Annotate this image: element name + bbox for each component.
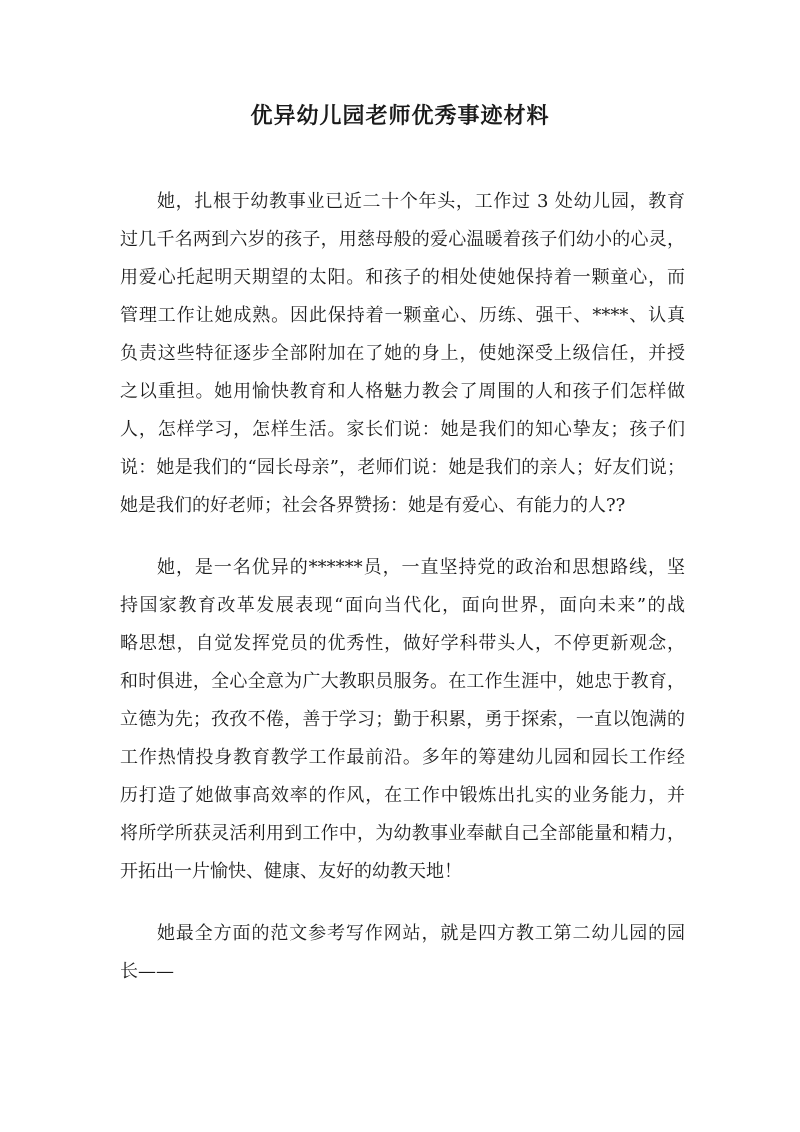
paragraph-1-line-7: 人，怎样学习，怎样生活。家长们说：她是我们的知心挚友；孩子们 xyxy=(120,419,685,440)
paragraph-2-line-5: 立德为先；孜孜不倦，善于学习；勤于积累，勇于探索，一直以饱满的 xyxy=(120,709,685,730)
paragraph-2-line-3: 略思想，自觉发挥党员的优秀性，做好学科带头人，不停更新观念， xyxy=(120,633,685,654)
paragraph-1-line-2: 过几千名两到六岁的孩子，用慈母般的爱心温暖着孩子们幼小的心灵， xyxy=(120,229,685,250)
paragraph-1-line-5: 负责这些特征逐步全部附加在了她的身上，使她深受上级信任，并授 xyxy=(120,343,685,364)
paragraph-2-line-7: 历打造了她做事高效率的作风，在工作中锻炼出扎实的业务能力，并 xyxy=(120,785,685,806)
paragraph-3-line-1: 她最全方面的范文参考写作网站，就是四方教工第二幼儿园的园 xyxy=(157,923,685,944)
paragraph-2-line-6: 工作热情投身教育教学工作最前沿。多年的筹建幼儿园和园长工作经 xyxy=(120,747,685,768)
document-title: 优异幼儿园老师优秀事迹材料 xyxy=(250,103,550,129)
paragraph-1-line-4: 管理工作让她成熟。因此保持着一颗童心、历练、强干、****、认真 xyxy=(120,305,685,326)
paragraph-1-line-3: 用爱心托起明天期望的太阳。和孩子的相处使她保持着一颗童心，而 xyxy=(120,267,685,288)
paragraph-2-line-8: 将所学所获灵活利用到工作中，为幼教事业奉献自己全部能量和精力， xyxy=(120,823,685,844)
paragraph-3-line-2: 长—— xyxy=(120,961,174,982)
paragraph-2-line-4: 和时俱进，全心全意为广大教职员服务。在工作生涯中，她忠于教育， xyxy=(120,671,685,692)
paragraph-1-line-6: 之以重担。她用愉快教育和人格魅力教会了周围的人和孩子们怎样做 xyxy=(120,381,685,402)
paragraph-1-line-9: 她是我们的好老师；社会各界赞扬：她是有爱心、有能力的人?? xyxy=(120,495,626,516)
paragraph-1-line-1: 她，扎根于幼教事业已近二十个年头，工作过 3 处幼儿园，教育 xyxy=(157,191,685,212)
paragraph-2-line-1: 她，是一名优异的******员，一直坚持党的政治和思想路线，坚 xyxy=(157,557,685,578)
paragraph-2-line-2: 持国家教育改革发展表现“面向当代化，面向世界，面向未来”的战 xyxy=(120,595,685,616)
paragraph-2-line-9: 开拓出一片愉快、健康、友好的幼教天地！ xyxy=(120,861,462,882)
paragraph-1-line-8: 说：她是我们的“园长母亲”，老师们说：她是我们的亲人；好友们说； xyxy=(120,457,685,478)
